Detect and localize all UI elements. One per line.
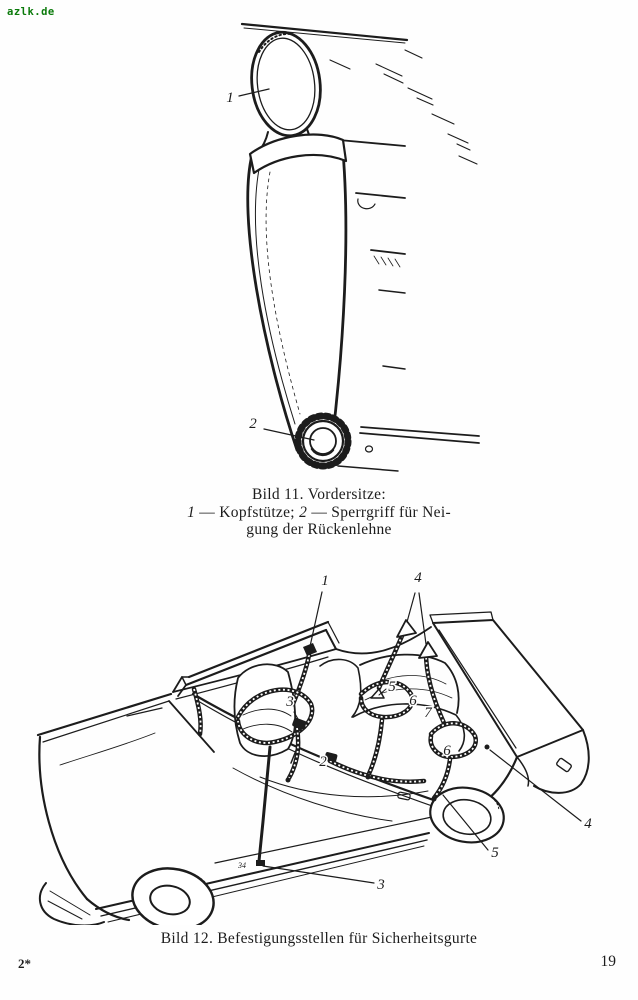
bild-11-caption-line-3: gung der Rückenlehne	[246, 521, 392, 538]
bild-11-caption	[0, 486, 638, 539]
bild12-label-1: 1	[321, 573, 329, 589]
seat-backrest-drawing	[248, 135, 346, 457]
bild12-label-5-bottom: 5	[491, 845, 499, 861]
bild12-label-6-a: 6	[409, 693, 417, 709]
bild-11-caption-line-2: 1 — Kopfstütze; 2 — Sperrgriff für Nei-	[187, 503, 451, 521]
car-body-drawing	[38, 612, 589, 925]
bild11-label-headrest: 1	[226, 90, 234, 106]
bild-12-caption: Bild 12. Befestigungsstellen für Sicherheitsgurte	[160, 930, 478, 947]
bild-12-illustration	[30, 565, 615, 925]
bild12-label-3-mid: 3	[286, 694, 294, 710]
bild-11-illustration	[180, 22, 480, 482]
bild-11-caption-line-1: Bild 11. Vordersitze:	[252, 486, 386, 503]
bild12-rocker-small-mark: 34	[238, 861, 246, 870]
printer-signature-mark: 2*	[18, 956, 31, 971]
recline-knob-drawing	[296, 414, 350, 468]
bild11-label-recline-lock: 2	[249, 416, 257, 432]
bild12-label-3-bottom: 3	[377, 877, 385, 893]
watermark-text: azlk.de	[7, 6, 55, 18]
bild-11-figure	[180, 22, 480, 482]
bild12-label-4-bottom: 4	[584, 816, 592, 832]
bild12-label-7: 7	[424, 705, 432, 721]
car-wheels-drawing	[127, 782, 508, 925]
bild12-label-6-b: 6	[443, 743, 451, 759]
bild12-label-5-mid: 5	[388, 679, 396, 695]
bild-12-figure	[30, 565, 615, 925]
page-number: 19	[600, 953, 616, 970]
bild12-label-2-mid: 2	[319, 754, 327, 770]
bild12-label-4-top: 4	[414, 570, 422, 586]
